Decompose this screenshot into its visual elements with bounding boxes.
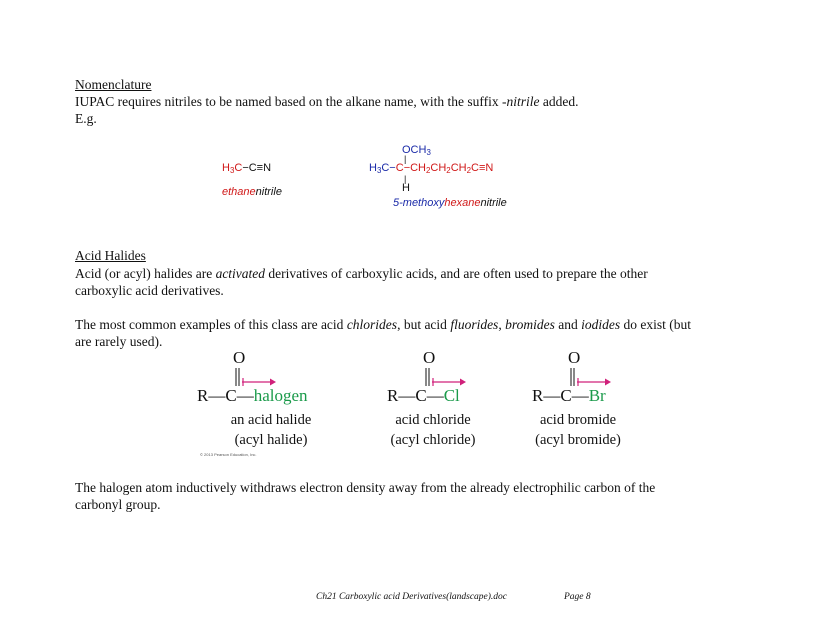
name-methoxy: methoxy [402,197,445,209]
copyright-notice: © 2013 Pearson Education, Inc. [200,452,257,457]
chain-h: H [369,162,377,174]
carbonyl-carbon: C [415,386,427,405]
acid-chloride-name: acid chloride [395,412,471,428]
chain-sub3: 3 [376,165,382,175]
footer-doc-name: Ch21 Carboxylic acid Derivatives(landscape).doc [316,592,508,602]
p1-activated: activated [215,266,266,281]
closing-line1: The halogen atom inductively withdraws electron density away from the already electrophilic carbon of the [75,480,656,495]
chain-ch2-b: CH [430,162,447,174]
ethanenitrile-name [222,186,282,198]
p2-b: , but acid [397,317,451,332]
formula-rest: −C≡N [242,162,272,174]
p2-d: and [554,317,582,332]
chain-ch2-c: CH [450,162,467,174]
p2-iodides: iodides [581,317,621,332]
formula-c: C [234,162,243,174]
acid-chloride-alt-name: (acyl chloride) [390,432,476,448]
acid-halide-name: an acid halide [230,412,312,428]
methoxyhexanenitrile-name [393,197,507,209]
chain-ch2-a: −CH [403,162,426,174]
acid-halides-p1-line2: carboxylic acid derivatives. [75,283,224,298]
chain-sub2-a: 2 [426,165,431,175]
nomenclature-text [75,93,579,110]
acid-bromide-alt-name: (acyl bromide) [535,432,621,448]
bond-bottom: | [404,174,407,184]
h-below: H [402,182,410,194]
carbonyl-carbon: C [225,386,237,405]
halogen-atom: halogen [253,386,308,405]
eg-label: E.g. [75,111,97,126]
chain-c: C− [381,162,396,174]
acid-halides-p1 [75,265,775,282]
chlorine-atom: Cl [443,386,460,405]
acid-halide-formula: R—C—halogen [197,386,308,405]
p2-chlorides: chlorides [346,317,398,332]
carbonyl-bond-arrow [228,366,278,388]
och-text: OCH [402,144,427,156]
och-sub: 3 [426,147,431,157]
nomenclature-text-b: added. [539,94,579,109]
name-hexane: hexane [444,197,481,209]
acid-halides-p2-line2: are rarely used). [75,334,163,349]
chain-sub2-c: 2 [466,165,471,175]
name-ethane: ethane [222,186,256,198]
p2-c: , [498,317,506,332]
formula-h: H [222,162,230,174]
r-group: R [387,386,399,405]
closing-line2: carbonyl group. [75,497,161,512]
oxygen-atom: O [568,348,581,367]
oxygen-atom: O [233,348,246,367]
nomenclature-text-a: IUPAC requires nitriles to be named based on the alkane name, with the suffix [75,94,503,109]
formula-sub: 3 [229,165,235,175]
nomenclature-heading: Nomenclature [75,77,152,92]
acid-bromide-formula: R—C—Br [532,386,606,405]
p2-fluorides: fluorides [450,317,499,332]
chain-c-red: C [395,162,404,174]
p2-a: The most common examples of this class are acid [75,317,347,332]
chain-cn: C≡N [471,162,494,174]
chain-sub2-b: 2 [446,165,451,175]
acid-chloride-formula: R—C—Cl [387,386,460,405]
carbonyl-carbon: C [560,386,572,405]
name-nitrile: nitrile [255,186,282,198]
acid-halide-alt-name: (acyl halide) [234,432,308,448]
acid-halides-heading: Acid Halides [75,248,146,263]
r-group: R [197,386,209,405]
r-group: R [532,386,544,405]
carbonyl-bond-arrow [563,366,613,388]
nomenclature-suffix: -nitrile [502,94,540,109]
ethanenitrile-formula [222,162,271,174]
oxygen-atom: O [423,348,436,367]
bond-top: | [404,154,407,164]
p2-bromides: bromides [505,317,555,332]
name-nitrile-2: nitrile [480,197,507,209]
hexanenitrile-chain [369,162,493,174]
name-5: 5- [393,197,403,209]
bromine-atom: Br [588,386,606,405]
acid-halides-p2 [75,316,795,333]
footer-page-number: Page 8 [564,592,591,602]
p1-b: derivatives of carboxylic acids, and are often used to prepare the other [265,266,648,281]
carbonyl-bond-arrow [418,366,468,388]
acid-bromide-name: acid bromide [539,412,617,428]
p1-a: Acid (or acyl) halides are [75,266,216,281]
p2-e: do exist (but [620,317,691,332]
